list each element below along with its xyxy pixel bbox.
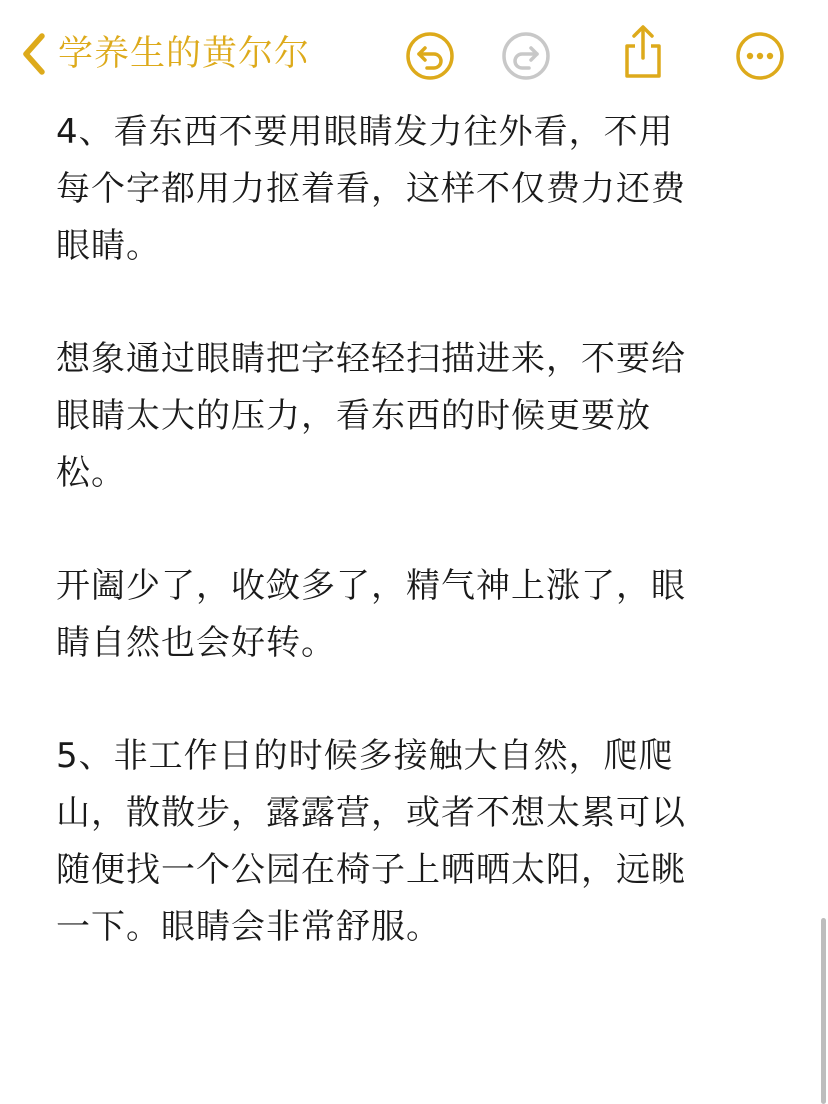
note-paragraph: 4、看东西不要用眼睛发力往外看，不用 每个字都用力抠着看，这样不仅费力还费 眼睛。: [56, 112, 686, 266]
redo-icon: [501, 31, 551, 85]
undo-icon: [405, 31, 455, 85]
share-button[interactable]: [617, 26, 669, 82]
chevron-left-icon: [18, 28, 52, 80]
more-icon: [735, 31, 785, 85]
more-button[interactable]: [734, 32, 786, 84]
undo-button[interactable]: [404, 32, 456, 84]
note-paragraph: 5、非工作日的时候多接触大自然，爬爬 山，散散步，露露营，或者不想太累可以 随便找一个公园在椅子上晒晒太阳，远眺 一下。眼睛会非常舒服。: [56, 736, 686, 947]
scrollbar[interactable]: [821, 918, 826, 1104]
back-label: 学养生的黄尔尔: [58, 34, 311, 74]
redo-button[interactable]: [500, 32, 552, 84]
notes-toolbar: [0, 0, 828, 110]
note-body[interactable]: [56, 104, 776, 1012]
back-button[interactable]: [18, 28, 310, 80]
note-paragraph: 想象通过眼睛把字轻轻扫描进来，不要给 眼睛太大的压力，看东西的时候更要放 松。: [56, 339, 686, 493]
share-icon: [620, 24, 666, 84]
note-paragraph: 开阖少了，收敛多了，精气神上涨了，眼 睛自然也会好转。: [56, 566, 686, 663]
